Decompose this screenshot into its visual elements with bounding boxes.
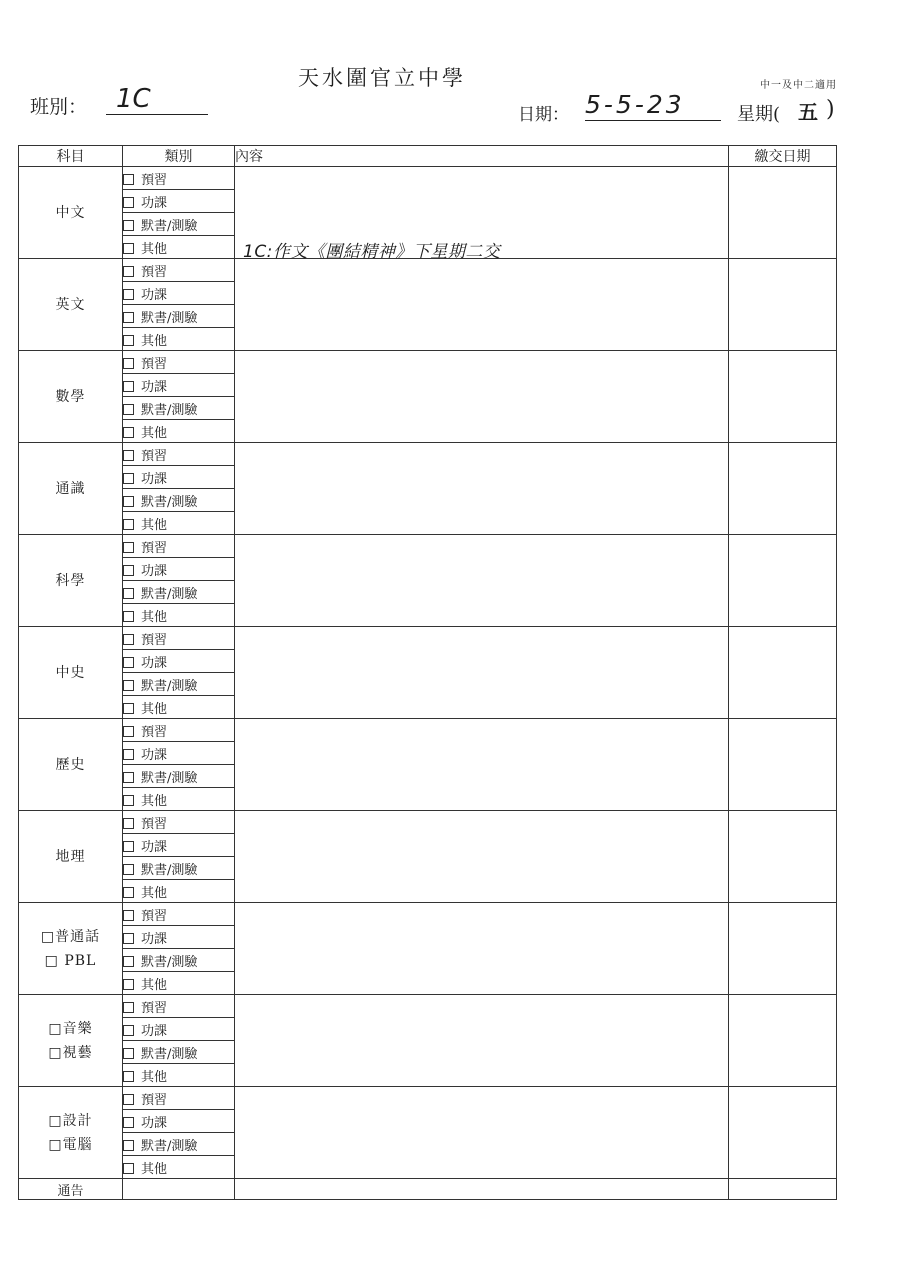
header-category: 類別 (123, 146, 235, 167)
content-cell[interactable] (235, 719, 729, 811)
category-label: 默書/測驗 (141, 494, 198, 510)
category-label: 默書/測驗 (141, 770, 198, 786)
checkbox-icon[interactable] (123, 450, 134, 461)
category-option[interactable] (123, 650, 235, 673)
due-date-cell[interactable] (729, 259, 837, 351)
category-label: 功課 (141, 563, 168, 579)
category-option[interactable] (123, 811, 235, 834)
content-cell[interactable] (235, 443, 729, 535)
checkbox-icon[interactable] (123, 289, 134, 300)
content-cell[interactable] (235, 995, 729, 1087)
checkbox-icon[interactable] (123, 1048, 134, 1059)
category-label: 其他 (141, 1069, 168, 1085)
category-label: 其他 (141, 241, 168, 257)
checkbox-icon[interactable] (123, 312, 134, 323)
checkbox-icon[interactable] (123, 657, 134, 668)
table-row (19, 351, 837, 374)
date-field[interactable]: 5-5-23 (585, 90, 721, 121)
class-field[interactable]: 1C (106, 84, 208, 115)
header-content: 內容 (235, 146, 729, 167)
content-cell[interactable] (235, 535, 729, 627)
category-label: 默書/測驗 (141, 218, 198, 234)
category-option[interactable] (123, 627, 235, 650)
checkbox-icon[interactable] (123, 1071, 134, 1082)
subject-name: 通識 (19, 443, 123, 535)
category-option[interactable] (123, 443, 235, 466)
table-header-row (19, 146, 837, 167)
category-label: 默書/測驗 (141, 1046, 198, 1062)
category-option[interactable] (123, 1018, 235, 1041)
category-label: 其他 (141, 609, 168, 625)
category-label: 默書/測驗 (141, 954, 198, 970)
category-label: 其他 (141, 333, 168, 349)
category-option[interactable] (123, 834, 235, 857)
category-option[interactable] (123, 305, 235, 328)
category-option[interactable] (123, 765, 235, 788)
checkbox-icon[interactable] (123, 1163, 134, 1174)
notice-due-cell[interactable] (729, 1179, 837, 1200)
table-row (19, 167, 837, 190)
checkbox-icon[interactable] (123, 749, 134, 760)
category-label: 功課 (141, 379, 168, 395)
subject-name: □設計 □電腦 (19, 1087, 123, 1179)
subject-name: 數學 (19, 351, 123, 443)
table-row (19, 627, 837, 650)
checkbox-icon[interactable] (123, 266, 134, 277)
category-label: 預習 (141, 724, 168, 740)
checkbox-icon[interactable] (123, 1140, 134, 1151)
notice-label: 通告 (19, 1179, 123, 1200)
content-cell[interactable] (235, 259, 729, 351)
category-label: 功課 (141, 287, 168, 303)
checkbox-icon[interactable] (123, 496, 134, 507)
due-date-cell[interactable] (729, 443, 837, 535)
checkbox-icon[interactable] (123, 634, 134, 645)
due-date-cell[interactable] (729, 1087, 837, 1179)
subject-name: □音樂 □視藝 (19, 995, 123, 1087)
category-option[interactable] (123, 788, 235, 811)
content-cell[interactable] (235, 167, 729, 262)
category-label: 功課 (141, 1115, 168, 1131)
category-option[interactable] (123, 213, 235, 236)
checkbox-icon[interactable] (123, 220, 134, 231)
category-label: 功課 (141, 931, 168, 947)
checkbox-icon[interactable] (123, 933, 134, 944)
subject-name: 中史 (19, 627, 123, 719)
notice-row (19, 1179, 837, 1200)
category-option[interactable] (123, 995, 235, 1018)
category-label: 其他 (141, 425, 168, 441)
checkbox-icon[interactable] (123, 703, 134, 714)
category-label: 其他 (141, 793, 168, 809)
checkbox-icon[interactable] (123, 588, 134, 599)
header-subject: 科目 (19, 146, 123, 167)
category-label: 功課 (141, 471, 168, 487)
category-label: 預習 (141, 264, 168, 280)
table-row (19, 811, 837, 834)
category-option[interactable] (123, 167, 235, 190)
category-label: 默書/測驗 (141, 862, 198, 878)
homework-table (18, 145, 837, 1200)
applicable-forms-note: 中一及中二適用 (760, 80, 837, 91)
category-option[interactable] (123, 351, 235, 374)
checkbox-icon[interactable] (123, 1094, 134, 1105)
table-row (19, 903, 837, 926)
category-label: 默書/測驗 (141, 678, 198, 694)
category-label: 功課 (141, 655, 168, 671)
category-option[interactable] (123, 374, 235, 397)
notice-content-cell[interactable] (235, 1179, 729, 1200)
category-option[interactable] (123, 328, 235, 351)
category-option[interactable] (123, 742, 235, 765)
content-cell[interactable] (235, 627, 729, 719)
subject-name: □普通話 □ PBL (19, 903, 123, 995)
category-label: 其他 (141, 517, 168, 533)
checkbox-icon[interactable] (123, 427, 134, 438)
checkbox-icon[interactable] (123, 726, 134, 737)
checkbox-icon[interactable] (123, 335, 134, 346)
category-option[interactable] (123, 972, 235, 995)
category-option[interactable] (123, 696, 235, 719)
homework-entry: 1C:作文《團結精神》下星期二交 (243, 242, 501, 262)
checkbox-icon[interactable] (123, 243, 134, 254)
category-label: 預習 (141, 172, 168, 188)
checkbox-icon[interactable] (123, 174, 134, 185)
checkbox-icon[interactable] (123, 381, 134, 392)
category-label: 預習 (141, 908, 168, 924)
checkbox-icon[interactable] (123, 1117, 134, 1128)
category-option[interactable] (123, 282, 235, 305)
checkbox-icon[interactable] (123, 772, 134, 783)
category-option[interactable] (123, 466, 235, 489)
category-label: 其他 (141, 977, 168, 993)
subject-name: 歷史 (19, 719, 123, 811)
category-label: 功課 (141, 839, 168, 855)
checkbox-icon[interactable] (123, 887, 134, 898)
subject-name: 地理 (19, 811, 123, 903)
category-option[interactable] (123, 604, 235, 627)
category-option[interactable] (123, 512, 235, 535)
category-option[interactable] (123, 397, 235, 420)
category-option[interactable] (123, 926, 235, 949)
due-date-cell[interactable] (729, 903, 837, 995)
category-option[interactable] (123, 489, 235, 512)
category-label: 默書/測驗 (141, 1138, 198, 1154)
category-label: 默書/測驗 (141, 402, 198, 418)
checkbox-icon[interactable] (123, 864, 134, 875)
category-label: 預習 (141, 1092, 168, 1108)
category-option[interactable] (123, 1041, 235, 1064)
content-cell[interactable] (235, 903, 729, 995)
category-label: 其他 (141, 885, 168, 901)
category-label: 其他 (141, 701, 168, 717)
checkbox-icon[interactable] (123, 795, 134, 806)
checkbox-icon[interactable] (123, 956, 134, 967)
category-option[interactable] (123, 1110, 235, 1133)
category-option[interactable] (123, 903, 235, 926)
subject-name: 英文 (19, 259, 123, 351)
category-option[interactable] (123, 949, 235, 972)
checkbox-icon[interactable] (123, 1025, 134, 1036)
category-option[interactable] (123, 581, 235, 604)
category-option[interactable] (123, 880, 235, 903)
category-label: 預習 (141, 632, 168, 648)
checkbox-icon[interactable] (123, 611, 134, 622)
content-cell[interactable] (235, 811, 729, 903)
due-date-cell[interactable] (729, 995, 837, 1087)
table-row (19, 443, 837, 466)
category-label: 預習 (141, 356, 168, 372)
due-date-cell[interactable] (729, 167, 837, 259)
table-row (19, 535, 837, 558)
weekday-close-paren: ) (826, 97, 835, 122)
category-option[interactable] (123, 259, 235, 282)
category-option[interactable] (123, 535, 235, 558)
checkbox-icon[interactable] (123, 473, 134, 484)
subject-name: 中文 (19, 167, 123, 259)
subject-name: 科學 (19, 535, 123, 627)
checkbox-icon[interactable] (123, 404, 134, 415)
checkbox-icon[interactable] (123, 358, 134, 369)
category-label: 預習 (141, 816, 168, 832)
category-label: 默書/測驗 (141, 586, 198, 602)
category-option[interactable] (123, 558, 235, 581)
checkbox-icon[interactable] (123, 542, 134, 553)
due-date-cell[interactable] (729, 627, 837, 719)
notice-category-cell (123, 1179, 235, 1200)
category-option[interactable] (123, 1133, 235, 1156)
category-option[interactable] (123, 1156, 235, 1179)
table-row (19, 1087, 837, 1110)
checkbox-icon[interactable] (123, 910, 134, 921)
table-row (19, 259, 837, 282)
category-label: 預習 (141, 1000, 168, 1016)
category-label: 默書/測驗 (141, 310, 198, 326)
due-date-cell[interactable] (729, 719, 837, 811)
category-label: 預習 (141, 540, 168, 556)
due-date-cell[interactable] (729, 811, 837, 903)
header-due-date: 繳交日期 (729, 146, 837, 167)
date-label: 日期： (518, 105, 569, 125)
class-label: 班別： (30, 96, 88, 118)
checkbox-icon[interactable] (123, 197, 134, 208)
table-row (19, 995, 837, 1018)
weekday-field[interactable]: 五 (798, 100, 818, 124)
category-option[interactable] (123, 190, 235, 213)
category-option[interactable] (123, 420, 235, 443)
checkbox-icon[interactable] (123, 979, 134, 990)
category-label: 其他 (141, 1161, 168, 1177)
category-option[interactable] (123, 236, 235, 259)
category-label: 功課 (141, 1023, 168, 1039)
category-option[interactable] (123, 1064, 235, 1087)
checkbox-icon[interactable] (123, 565, 134, 576)
table-row (19, 719, 837, 742)
category-option[interactable] (123, 673, 235, 696)
category-option[interactable] (123, 1087, 235, 1110)
content-cell[interactable] (235, 351, 729, 443)
checkbox-icon[interactable] (123, 818, 134, 829)
school-name: 天水圍官立中學 (298, 66, 466, 90)
due-date-cell[interactable] (729, 351, 837, 443)
checkbox-icon[interactable] (123, 680, 134, 691)
category-label: 預習 (141, 448, 168, 464)
category-option[interactable] (123, 857, 235, 880)
weekday-label: 星期( (737, 104, 781, 125)
checkbox-icon[interactable] (123, 1002, 134, 1013)
category-label: 功課 (141, 195, 168, 211)
checkbox-icon[interactable] (123, 841, 134, 852)
content-cell[interactable] (235, 1087, 729, 1179)
category-label: 功課 (141, 747, 168, 763)
due-date-cell[interactable] (729, 535, 837, 627)
category-option[interactable] (123, 719, 235, 742)
checkbox-icon[interactable] (123, 519, 134, 530)
